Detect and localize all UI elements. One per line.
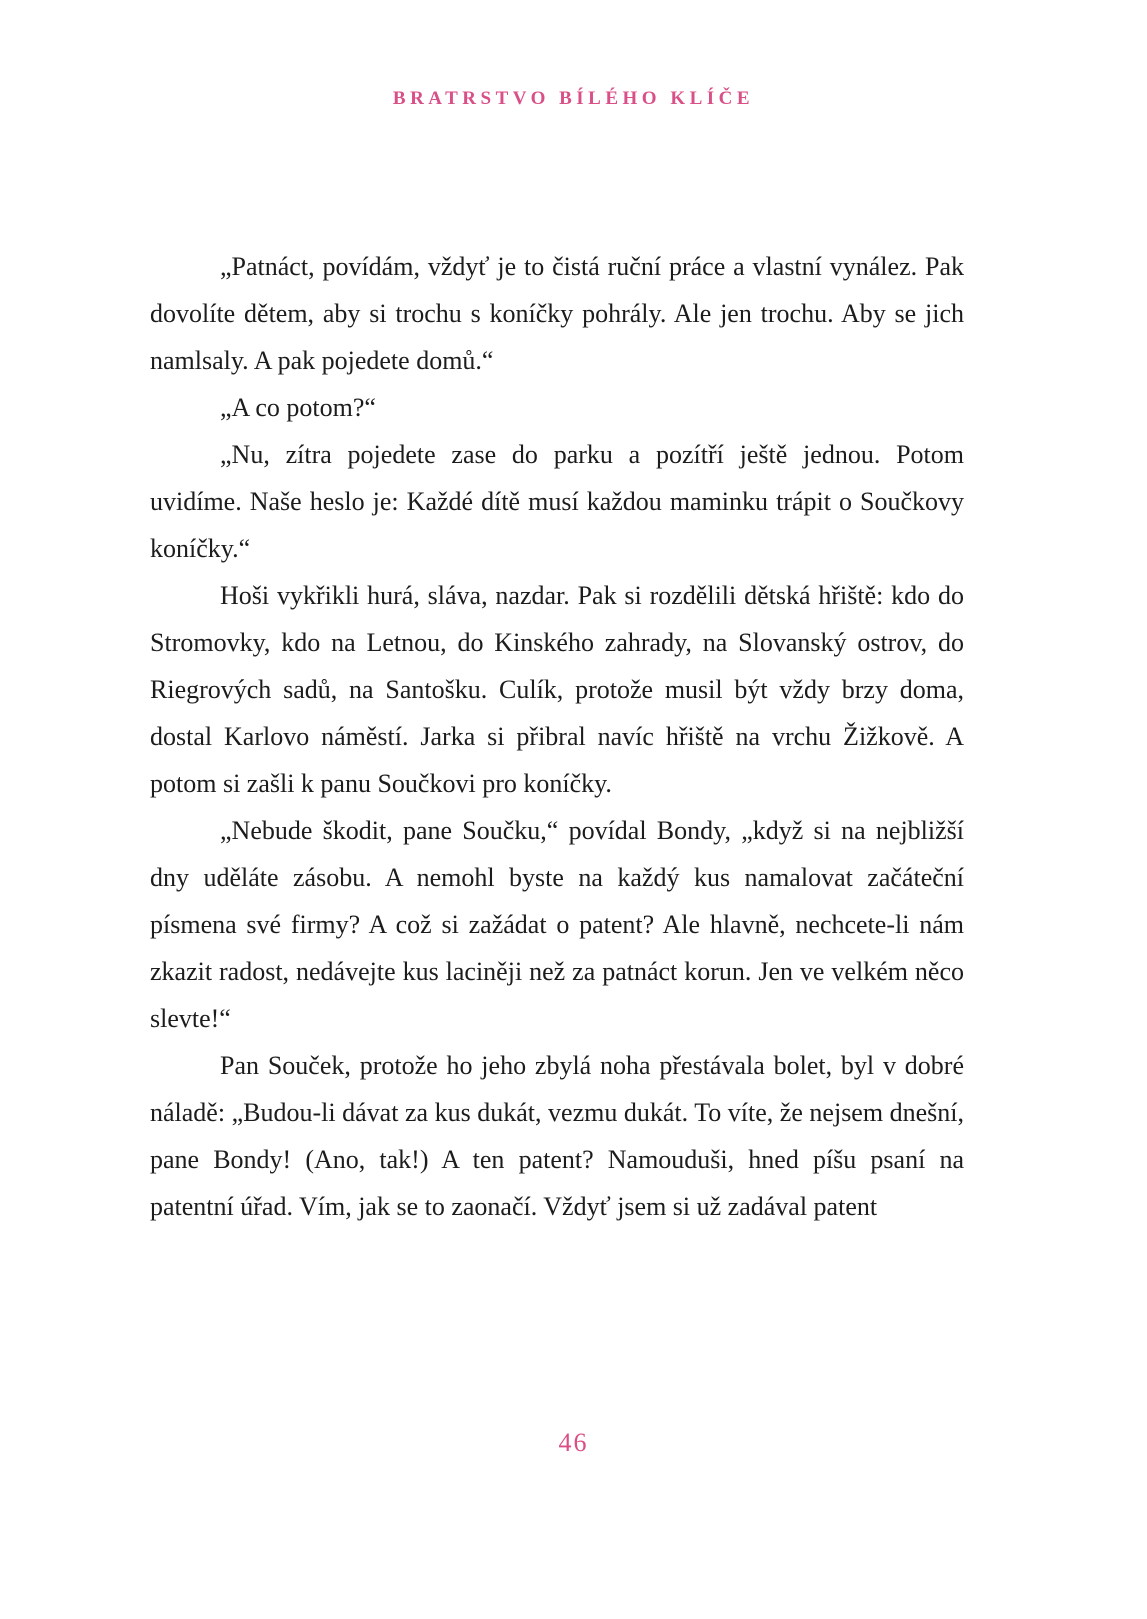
- page-number: 46: [558, 1428, 589, 1457]
- paragraph: „Patnáct, povídám, vždyť je to čistá ruční práce a vlastní vynález. Pak dovolíte dětem, aby si trochu s koníčky pohrály. Ale jen trochu. Aby se jich namlsaly. A pak pojedete domů.“: [150, 252, 964, 375]
- page-body: [150, 243, 964, 1230]
- paragraph: Pan Souček, protože ho jeho zbylá noha přestávala bolet, byl v dobré náladě: „Budou-li dávat za kus dukát, vezmu dukát. To víte, že nejsem dnešní, pane Bondy! (Ano, tak!) A ten patent? Namouduši, hned píšu psaní na patentní úřad. Vím, jak se to zaonačí. Vždyť jsem si už zadával patent: [150, 1051, 964, 1221]
- paragraph: Hoši vykřikli hurá, sláva, nazdar. Pak si rozdělili dětská hřiště: kdo do Stromovky, kdo na Letnou, do Kinského zahrady, na Slovanský ostrov, do Riegrových sadů, na Santošku. Culík, protože musil být vždy brzy doma, dostal Karlovo náměstí. Jarka si přibral navíc hřiště na vrchu Žižkově. A potom si zašli k panu Součkovi pro koníčky.: [150, 581, 964, 798]
- running-header: BRATRSTVO BÍLÉHO KLÍČE: [392, 88, 755, 109]
- paragraph: „Nu, zítra pojedete zase do parku a pozítří ještě jednou. Potom uvidíme. Naše heslo je: Každé dítě musí každou maminku trápit o Součkovy koníčky.“: [150, 440, 964, 563]
- paragraph: „Nebude škodit, pane Součku,“ povídal Bondy, „když si na nejbližší dny uděláte zásobu. A nemohl byste na každý kus namalovat začáteční písmena své firmy? A což si zažádat o patent? Ale hlavně, nechcete-li nám zkazit radost, nedávejte kus laciněji než za patnáct korun. Jen ve velkém něco slevte!“: [150, 816, 964, 1033]
- paragraph: „A co potom?“: [220, 393, 376, 422]
